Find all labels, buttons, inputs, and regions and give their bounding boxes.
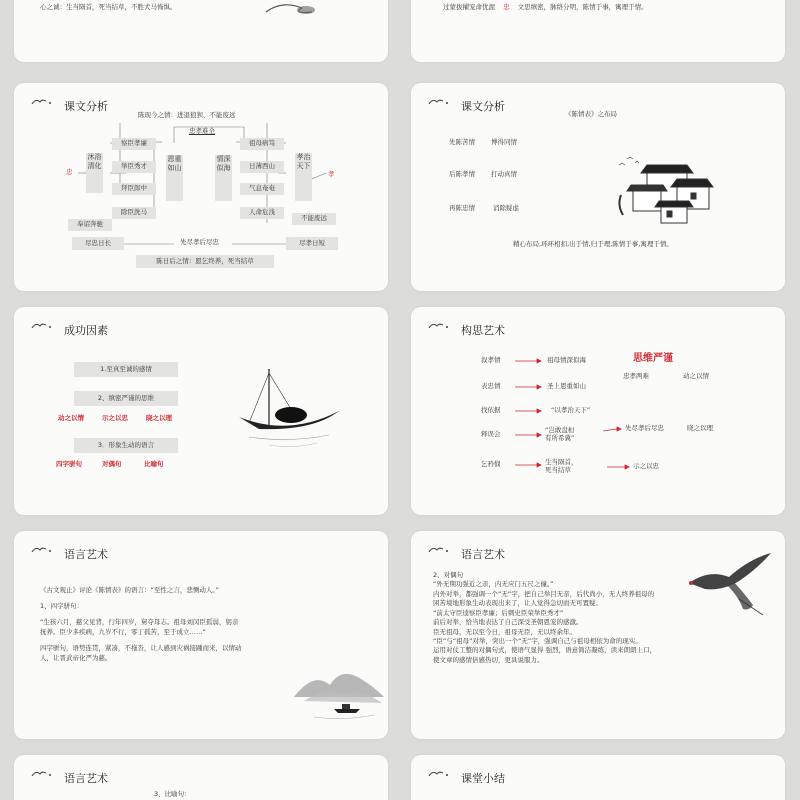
slide6-left-2: 表忠情: [481, 382, 501, 390]
slide3-row-right: 尽孝日短: [286, 237, 338, 250]
slide-1[interactable]: [14, 0, 388, 62]
slide3-right-box-4: 人命危浅: [240, 207, 284, 219]
bird-logo-icon: [30, 544, 56, 556]
slide7-title: 语言艺术: [64, 548, 108, 561]
slide3-right-red: 孝: [328, 170, 335, 178]
village-house-illustration: [607, 145, 727, 225]
slide4-row3-left: 再陈忠情: [449, 204, 475, 212]
slide6-mid-1: 祖母情深似海: [547, 356, 586, 364]
slide6-left-1: 叙孝情: [481, 356, 501, 364]
bird-logo-icon: [427, 544, 453, 556]
slide4-row3-right: 消除疑虑: [493, 204, 519, 212]
slide6-left-5: 乞矜悯: [481, 460, 501, 468]
slide8-line-10: 使文章的感情倍感热切，更具说服力。: [433, 655, 544, 664]
slide3-center-box: [172, 128, 232, 140]
bird-logo-icon: [30, 768, 56, 780]
slide5-item2: 2、缜密严谨的思维: [74, 391, 178, 406]
slide-8[interactable]: [411, 531, 785, 739]
slide3-right-box-3: 气息奄奄: [240, 183, 284, 195]
slide4-row1-left: 先陈苦情: [449, 138, 475, 146]
slide3-center-text: 忠孝难全: [189, 127, 215, 135]
slide8-line-5: “前太守臣逵察臣孝廉；后刺史臣荣举臣秀才”: [433, 608, 564, 617]
slide6-arrows: [411, 307, 785, 515]
slide6-right-mid-2: 晓之以理: [687, 424, 713, 432]
slide6-mid-3: “以孝治天下”: [551, 406, 591, 414]
slide-6[interactable]: [411, 307, 785, 515]
slide3-row-mid: 先尽孝后尽忠: [180, 238, 219, 246]
slide3-bottom-right: 不能废远: [292, 213, 336, 225]
slide3-mid-right-vert: 情深似海: [215, 155, 232, 201]
slide8-line-3: 内外对举，都强调一个“无”字，把自己举目无亲，后代尚小，无人终养祖母的: [433, 589, 655, 598]
slide1-text: 心之诚：生当陨首，死当结草，不胜犬马怖惧。: [40, 3, 177, 11]
slide9-title: 语言艺术: [64, 772, 108, 785]
slide5-red3-2: 对偶句: [102, 460, 122, 468]
slide-9[interactable]: [14, 755, 388, 800]
slide6-right-mid-1: 先尽孝后尽忠: [625, 424, 664, 432]
bird-logo-icon: [30, 320, 56, 332]
boat-illustration: [229, 365, 349, 455]
slide6-mid-5: 生当陨首， 死当结草: [545, 458, 578, 474]
slide3-title: 课文分析: [64, 100, 108, 113]
slide10-title: 课堂小结: [461, 772, 505, 785]
slide3-left-red: 忠: [66, 168, 73, 176]
slide2-text: [443, 4, 648, 12]
slide5-title: 成功因素: [64, 324, 108, 337]
slide5-red2-3: 晓之以理: [146, 414, 172, 422]
slide5-item3: 3．形象生动的语言: [74, 438, 178, 453]
slide3-mid-left-vert: 恩重如山: [166, 155, 183, 201]
slide-10[interactable]: [411, 755, 785, 800]
slide3-top-text: 陈现今之情：进退狼狈，不能废远: [138, 111, 236, 119]
slide6-right-top-1: 忠孝两难: [623, 372, 649, 380]
slide3-right-box-1: 祖母病笃: [240, 138, 284, 150]
slide8-line-8: “臣”与“祖母”对举，突出一个“无”字，强调自己与祖母相依为命的现实。: [433, 636, 642, 645]
slide8-title: 语言艺术: [461, 548, 505, 561]
slide5-red3-1: 四字骈句: [56, 460, 82, 468]
slide8-line-2: “外无期功强近之亲，内无应门五尺之僮。”: [433, 580, 554, 589]
slide7-line-4: 抚养。臣少多疾病，九岁不行，零丁孤苦，至于成立……”: [40, 628, 206, 637]
slide7-line-5: 四字骈句，语势连贯，紧凑，不拖沓，让人感到灾祸接踵而来，以情动: [40, 644, 242, 653]
slide4-row2-right: 打动真情: [491, 170, 517, 178]
slide5-red2-2: 示之以忠: [102, 414, 128, 422]
slide3-right-box-2: 日薄西山: [240, 161, 284, 173]
slide2-text-red: 忠: [503, 3, 510, 11]
slide6-right-top-2: 动之以情: [683, 372, 709, 380]
slide-7[interactable]: [14, 531, 388, 739]
slide8-body: [433, 571, 656, 665]
slide4-row2-left: 后陈孝情: [449, 170, 475, 178]
crane-illustration: [679, 549, 775, 619]
slide4-summary: 精心布局,环环相扣,出于情,归于理,陈情于事,寓理于情。: [513, 240, 673, 248]
slide6-left-4: 释误会: [481, 430, 501, 438]
slide3-left-box-2: 举臣秀才: [112, 161, 156, 173]
slide5-red3-3: 比喻句: [144, 460, 164, 468]
slide3-left-box-4: 除臣洗马: [112, 207, 156, 219]
slide4-title: 课文分析: [461, 100, 505, 113]
slide3-bottom-text: 陈日后之情：愿乞终养，死当结草: [136, 255, 274, 268]
slide6-right-bottom: 示之以忠: [633, 462, 659, 470]
slide4-subtitle: 《陈情表》之布局: [565, 110, 617, 118]
ink-decoration: [262, 0, 322, 28]
slide7-line-3: “生孩六月，慈父见背，行年四岁，舅夺母志。祖母刘闵臣孤弱，躬亲: [40, 618, 239, 627]
slide8-line-9: 运用对仗工整的对偶句式，使语气显得 强烈，语意简洁凝练，读来朗朗上口，: [433, 646, 657, 655]
slide8-line-1: 2、对偶句: [433, 571, 464, 579]
slide2-text-b: 文思缜密，脉络分明，陈情于事，寓理于情。: [517, 3, 648, 11]
mountain-boat-illustration: [294, 651, 384, 721]
slide6-mid-4: “岂敢盘桓 有所希冀”: [545, 426, 575, 442]
slide7-line-6: 人，让晋武帝化严为慈。: [40, 654, 112, 663]
slide6-left-3: 找依据: [481, 406, 501, 414]
slide9-line: 3、比喻句：: [154, 790, 191, 798]
slide8-line-4: 困苦境地形象生动表现出来了，让人觉得急切而无可置疑。: [433, 599, 602, 608]
slide3-right-vert: 孝治天下: [295, 153, 312, 201]
slide-5[interactable]: [14, 307, 388, 515]
slide6-heading: 思维严谨: [633, 353, 673, 364]
slide8-line-7: 臣无祖母，无以至今日，祖母无臣，无以终余年。: [433, 627, 576, 636]
slide3-left-box-3: 拜臣郎中: [112, 183, 156, 195]
bird-logo-icon: [427, 768, 453, 780]
slide4-row1-right: 博得同情: [491, 138, 517, 146]
slide2-text-a: 过蒙拔擢宠命优渥: [443, 3, 495, 11]
slide5-item1: 1.至真至诚的感情: [74, 362, 178, 377]
slide3-left-box-1: 察臣孝廉: [112, 138, 156, 150]
slide-4[interactable]: [411, 83, 785, 291]
slide3-bottom-left: 奉诏奔驰: [68, 219, 112, 231]
slide6-title: 构思艺术: [461, 324, 505, 337]
slide7-body: [40, 585, 242, 663]
slide3-row-left: 尽忠日长: [72, 237, 124, 250]
bird-logo-icon: [427, 96, 453, 108]
slide8-line-6: 前后对举，恰当地表达了自己深受圣朝恩宠的感激。: [433, 618, 583, 627]
slide7-line-2: 1、四字骈句：: [40, 602, 84, 611]
slide-2[interactable]: [411, 0, 785, 62]
slide3-left-vert: 沐浴清化: [86, 153, 103, 193]
slide6-mid-2: 圣上恩重如山: [547, 382, 586, 390]
slide-3[interactable]: [14, 83, 388, 291]
slide5-red2-1: 动之以情: [58, 414, 84, 422]
slide7-line-1: 《古文观止》评论《陈情表》的语言：“至性之言，悲恻动人。”: [40, 586, 219, 594]
